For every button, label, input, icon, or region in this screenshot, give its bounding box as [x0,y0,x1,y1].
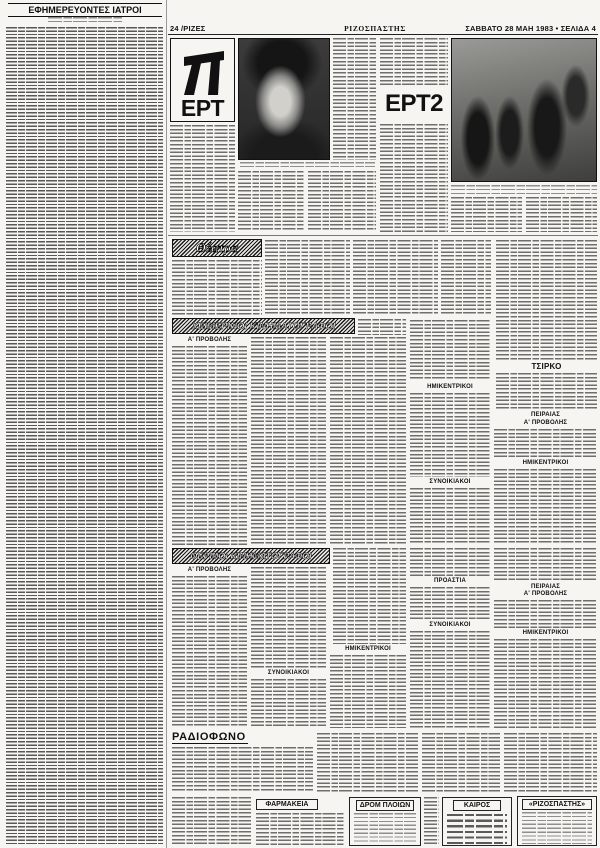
radio-program-col4 [504,733,597,792]
winter-subhead-neighbourhood: ΣΥΝΟΙΚΙΑΚΟΙ [429,479,471,485]
ert-logo-text: ΕΡΤ [180,95,225,121]
summer-cinemas-col1 [172,576,247,728]
ert-emblem-icon [172,43,234,99]
summer-subhead-semi-central: ΗΜΙΚΕΝΤΡΙΚΟΙ [345,646,391,652]
ert-program-text-4 [308,171,376,232]
summer-subhead-neighbourhood-2: ΣΥΝΟΙΚΙΑΚΟΙ [429,622,471,628]
ert2-program-text-3 [526,197,597,232]
scene-caption [451,185,597,194]
winter-cinemas-col3 [330,337,406,545]
circus-title: ΤΣΙΡΚΟ [531,362,562,371]
summer-subhead-piraeus: ΠΕΙΡΑΙΑΣ [530,584,561,590]
ships-schedule [354,813,416,844]
winter-cinemas-banner [172,318,355,334]
winter-cinemas-col3-top [358,319,406,335]
subscription-title: «ΡΙΖΟΣΠΑΣΤΗΣ» [522,799,592,810]
radio-title: ΡΑΔΙΟΦΩΝΟ [172,731,248,744]
summer-cinemas-col2-b [251,679,326,728]
radio-program-continued [172,797,251,846]
summer-cinemas-banner [172,548,330,564]
summer-cinemas-col4-b [410,587,490,620]
scene-photo [451,38,597,182]
winter-subhead-piraeus-semi-central: ΗΜΙΚΕΝΤΡΙΚΟΙ [522,460,569,466]
subscription-box [517,796,597,846]
doctors-list [6,27,163,844]
subhead-suburbs: ΠΡΟΑΣΤΙΑ [433,578,467,584]
bottom-filler-text [424,797,439,846]
winter-cinemas-col4-a [410,320,490,381]
winter-cinemas-col2 [251,337,326,545]
winter-cinemas-col4-c [410,488,490,545]
doctors-subtitle-text [48,17,122,25]
theatre-listings-2 [265,240,350,316]
portrait-photo [238,38,330,160]
theatres-title: Θέατρα [195,240,239,255]
issue-date: ΣΑΒΒΑΤΟ 28 ΜΑΗ 1983 • ΣΕΛΙΔΑ 4 [465,24,596,33]
summer-subhead-piraeus-first-run: Α' ΠΡΟΒΟΛΗΣ [523,591,568,597]
column-divider [166,0,167,848]
winter-cinemas-col5-a [494,429,597,458]
theatre-listings-4 [441,240,491,316]
winter-subhead-piraeus-first-run: Α' ΠΡΟΒΟΛΗΣ [523,420,568,426]
ert2-intro-text [380,38,448,86]
summer-cinemas-col4-c [410,631,490,728]
summer-cinemas-col2-a [251,567,326,668]
subscription-rates [522,812,592,844]
ships-box [349,797,421,846]
theatre-listings-5 [496,240,597,360]
ert-program-text [170,125,235,232]
summer-cinemas-col5-c [494,639,597,728]
circus-listings [496,373,597,409]
ert2-program-text-2 [451,197,522,232]
ships-title: ΔΡΟΜ ΠΛΟΙΩΝ [356,800,414,811]
winter-subhead-first-run: Α' ΠΡΟΒΟΛΗΣ [187,337,232,343]
winter-cinemas-col4-b [410,393,490,477]
pharmacies-list [256,813,345,846]
radio-program-col2 [317,733,418,792]
summer-subhead-piraeus-semi-central: ΗΜΙΚΕΝΤΡΙΚΟΙ [522,630,569,636]
summer-subhead-first-run: Α' ΠΡΟΒΟΛΗΣ [187,567,232,573]
doctors-title: ΕΦΗΜΕΡΕΥΟΝΤΕΣ ΙΑΤΡΟΙ [8,3,162,17]
summer-cinemas-col3-b [330,655,406,728]
winter-subhead-semi-central: ΗΜΙΚΕΝΤΡΙΚΟΙ [427,384,473,390]
newspaper-name: ΡΙΖΟΣΠΑΣΤΗΣ [344,24,406,33]
summer-cinemas-col5-a [494,548,597,582]
radio-program-col1 [172,747,313,792]
winter-cinemas-col5-b [494,469,597,545]
radio-program-col3 [422,733,500,792]
weather-title: ΚΑΙΡΟΣ [453,800,501,811]
summer-cinemas-col4-a [410,548,490,576]
portrait-caption [240,162,375,167]
summer-cinemas-title: ΘΕΡΙΝΟΙ ΚΙΝΗΜΑΤΟΓΡΑΦΟΙ [190,551,312,561]
page-number: 24 /ΡΙΖΕΣ [170,24,206,33]
summer-cinemas-col5-b [494,600,597,628]
summer-cinemas-col3-a [333,548,406,644]
weather-box [442,797,512,846]
ert2-program-text [380,124,448,232]
theatre-listings-3 [353,240,438,316]
theatres-banner [172,239,262,257]
ert-logo [170,38,235,122]
ert-program-text-3 [238,171,304,232]
tv-section-rule [168,235,598,236]
ert-program-text-2 [333,38,376,160]
weather-forecast [447,814,507,844]
header-rule [168,34,598,35]
pharmacies-title: ΦΑΡΜΑΚΕΙΑ [256,799,318,810]
winter-subhead-piraeus: ΠΕΙΡΑΙΑΣ [530,412,561,418]
winter-cinemas-col1 [172,346,247,545]
winter-cinemas-title: ΧΕΙΜΕΡΙΝΟΙ ΚΙΝΗΜΑΤΟΓΡΑΦΟΙ [191,320,336,332]
summer-subhead-neighbourhood: ΣΥΝΟΙΚΙΑΚΟΙ [267,670,310,676]
theatre-listings-1 [172,260,262,316]
ert2-logo: ΕΡΤ2 [384,90,444,117]
